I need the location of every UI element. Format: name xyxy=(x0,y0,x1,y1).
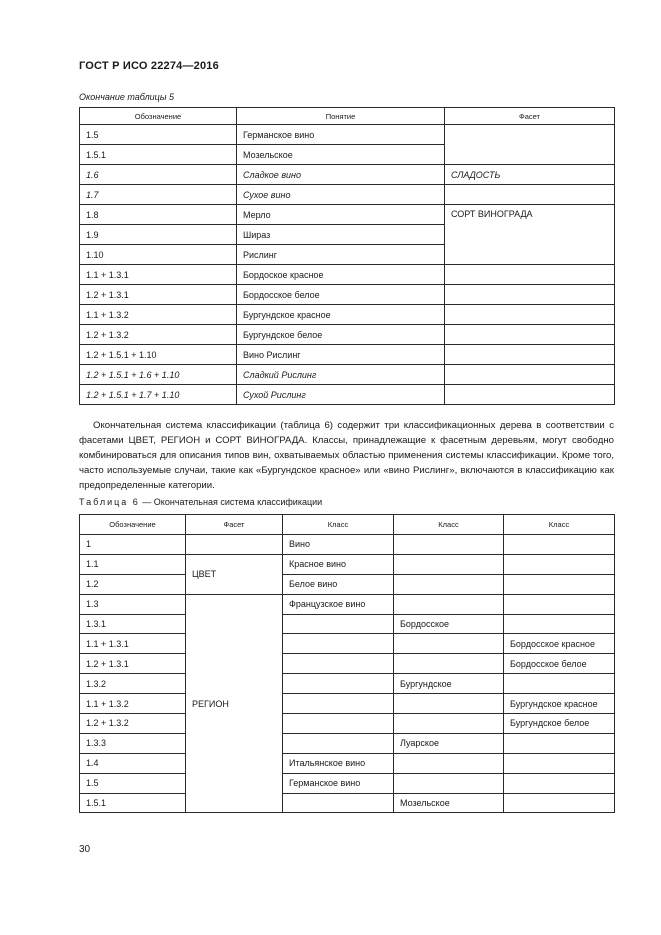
table6-code: 1.2 + 1.3.2 xyxy=(80,714,186,734)
table6-code: 1.2 xyxy=(80,574,186,594)
table6-class2 xyxy=(394,634,504,654)
table6-class1: Белое вино xyxy=(283,574,394,594)
table5-concept: Бордосское белое xyxy=(237,285,445,305)
table5-concept: Сладкий Рислинг xyxy=(237,365,445,385)
table6-class2 xyxy=(394,535,504,555)
table5-concept: Вино Рислинг xyxy=(237,345,445,365)
table5 xyxy=(79,107,615,405)
table6-header-class1: Класс xyxy=(283,515,394,535)
table5-facet-empty xyxy=(445,305,615,325)
table-row xyxy=(80,365,615,385)
table5-code: 1.1 + 1.3.1 xyxy=(80,265,237,285)
table5-concept: Рислинг xyxy=(237,245,445,265)
table6-facet-region: РЕГИОН xyxy=(186,594,283,813)
table5-facet-empty xyxy=(445,365,615,385)
table5-header-concept: Понятие xyxy=(237,108,445,125)
body-paragraph xyxy=(79,418,614,493)
table6-code: 1.3.2 xyxy=(80,674,186,694)
table6-class3 xyxy=(504,793,615,813)
table5-code: 1.10 xyxy=(80,245,237,265)
table6-class3 xyxy=(504,733,615,753)
table5-facet-empty xyxy=(445,325,615,345)
table6-class3 xyxy=(504,554,615,574)
table6 xyxy=(79,514,615,813)
table6-class2 xyxy=(394,654,504,674)
table5-facet-sweetness: СЛАДОСТЬ xyxy=(445,165,615,185)
table5-code: 1.6 xyxy=(80,165,237,185)
table6-class2: Мозельское xyxy=(394,793,504,813)
table-row xyxy=(80,125,615,145)
table6-class1 xyxy=(283,674,394,694)
table5-concept: Сладкое вино xyxy=(237,165,445,185)
table-row xyxy=(80,674,615,694)
table6-caption-title: — Окончательная система классификации xyxy=(139,497,323,507)
table6-class1: Итальянское вино xyxy=(283,753,394,773)
table6-header-row xyxy=(80,515,615,535)
document-header: ГОСТ Р ИСО 22274—2016 xyxy=(79,60,219,72)
table6-code: 1.3.1 xyxy=(80,614,186,634)
table6-class2 xyxy=(394,574,504,594)
table6-header-class2: Класс xyxy=(394,515,504,535)
table5-concept: Сухой Рислинг xyxy=(237,385,445,405)
table6-header-code: Обозначение xyxy=(80,515,186,535)
table6-code: 1.3.3 xyxy=(80,733,186,753)
table5-facet-empty xyxy=(445,345,615,365)
table5-code: 1.9 xyxy=(80,225,237,245)
table-row xyxy=(80,185,615,205)
table6-class2 xyxy=(394,714,504,734)
table-row xyxy=(80,594,615,614)
table5-header-code: Обозначение xyxy=(80,108,237,125)
table-row xyxy=(80,205,615,225)
table5-facet-empty xyxy=(445,265,615,285)
page-number: 30 xyxy=(79,844,91,855)
table5-code: 1.1 + 1.3.2 xyxy=(80,305,237,325)
table6-class2 xyxy=(394,694,504,714)
table5-facet-empty xyxy=(445,185,615,205)
table5-facet-grape: СОРТ ВИНОГРАДА xyxy=(445,205,615,265)
table6-code: 1.1 + 1.3.2 xyxy=(80,694,186,714)
table6-class1 xyxy=(283,793,394,813)
table6-class3 xyxy=(504,753,615,773)
table6-class1: Германское вино xyxy=(283,773,394,793)
table5-code: 1.2 + 1.3.2 xyxy=(80,325,237,345)
table6-class1 xyxy=(283,714,394,734)
table6-class2: Бургундское xyxy=(394,674,504,694)
table6-caption-prefix: Таблица 6 xyxy=(79,497,140,507)
table6-class1 xyxy=(283,654,394,674)
table-row xyxy=(80,165,615,185)
table6-code: 1.3 xyxy=(80,594,186,614)
table6-class2 xyxy=(394,554,504,574)
table5-code: 1.2 + 1.5.1 + 1.7 + 1.10 xyxy=(80,385,237,405)
table5-facet-empty xyxy=(445,285,615,305)
table6-class3 xyxy=(504,594,615,614)
table-row xyxy=(80,535,615,555)
table6-code: 1.1 xyxy=(80,554,186,574)
table5-caption: Окончание таблицы 5 xyxy=(79,92,174,102)
table6-header-facet: Фасет xyxy=(186,515,283,535)
table-row xyxy=(80,654,615,674)
table6-class1: Красное вино xyxy=(283,554,394,574)
table-row xyxy=(80,694,615,714)
table5-code: 1.2 + 1.3.1 xyxy=(80,285,237,305)
table5-code: 1.7 xyxy=(80,185,237,205)
table5-code: 1.5.1 xyxy=(80,145,237,165)
table5-code: 1.2 + 1.5.1 + 1.6 + 1.10 xyxy=(80,365,237,385)
table6-facet-color: ЦВЕТ xyxy=(186,554,283,594)
table-row xyxy=(80,305,615,325)
table6-class3 xyxy=(504,674,615,694)
table6-class1 xyxy=(283,614,394,634)
table6-class1 xyxy=(283,694,394,714)
table6-class2: Луарское xyxy=(394,733,504,753)
table5-facet-empty xyxy=(445,385,615,405)
table5-concept: Мозельское xyxy=(237,145,445,165)
table6-code: 1.4 xyxy=(80,753,186,773)
table6-caption xyxy=(79,497,322,507)
table6-code: 1.5 xyxy=(80,773,186,793)
table5-concept: Сухое вино xyxy=(237,185,445,205)
table-row xyxy=(80,793,615,813)
table6-class3: Бургундское красное xyxy=(504,694,615,714)
table6-code: 1.2 + 1.3.1 xyxy=(80,654,186,674)
table-row xyxy=(80,345,615,365)
table5-header-row xyxy=(80,108,615,125)
table-row xyxy=(80,574,615,594)
table6-class3 xyxy=(504,574,615,594)
table-row xyxy=(80,733,615,753)
table6-class1 xyxy=(283,733,394,753)
table5-concept: Шираз xyxy=(237,225,445,245)
table5-concept: Бордоское красное xyxy=(237,265,445,285)
table6-facet-empty xyxy=(186,535,283,555)
table6-class1: Вино xyxy=(283,535,394,555)
table-row xyxy=(80,265,615,285)
table6-class1 xyxy=(283,634,394,654)
table6-class2 xyxy=(394,594,504,614)
table6-class3 xyxy=(504,614,615,634)
table6-class1: Французское вино xyxy=(283,594,394,614)
table-row xyxy=(80,554,615,574)
table6-class2 xyxy=(394,773,504,793)
table5-code: 1.2 + 1.5.1 + 1.10 xyxy=(80,345,237,365)
table6-class3 xyxy=(504,773,615,793)
table6-class2: Бордосское xyxy=(394,614,504,634)
table5-concept: Мерло xyxy=(237,205,445,225)
table-row xyxy=(80,285,615,305)
table5-header-facet: Фасет xyxy=(445,108,615,125)
table-row xyxy=(80,325,615,345)
table6-class3: Бордосское красное xyxy=(504,634,615,654)
table6-class3 xyxy=(504,535,615,555)
table5-code: 1.5 xyxy=(80,125,237,145)
table6-class2 xyxy=(394,753,504,773)
table-row xyxy=(80,385,615,405)
table-row xyxy=(80,634,615,654)
table5-concept: Германское вино xyxy=(237,125,445,145)
table-row xyxy=(80,614,615,634)
table6-code: 1.5.1 xyxy=(80,793,186,813)
table6-class3: Бордосское белое xyxy=(504,654,615,674)
table5-concept: Бургундское красное xyxy=(237,305,445,325)
table6-class3: Бургундское белое xyxy=(504,714,615,734)
table-row xyxy=(80,753,615,773)
table-row xyxy=(80,714,615,734)
table6-code: 1.1 + 1.3.1 xyxy=(80,634,186,654)
table6-header-class3: Класс xyxy=(504,515,615,535)
table-row xyxy=(80,773,615,793)
table5-concept: Бургундское белое xyxy=(237,325,445,345)
table5-facet-empty xyxy=(445,125,615,165)
paragraph-text: Окончательная система классификации (таблица 6) содержит три классификационных дерева в соответствии с фасетами ЦВЕТ, РЕГИОН и СОРТ ВИНОГРАДА. Классы, принадлежащие к фасетным деревьям, могут свободно комбинироваться для описания типов вин, охватываемых областью применения системы классификации. Кроме того, часто используемые случаи, такие как «Бургундское красное» или «вино Рислинг», включаются в классификацию как предопределенные категории. xyxy=(79,420,614,491)
table6-code: 1 xyxy=(80,535,186,555)
table5-code: 1.8 xyxy=(80,205,237,225)
